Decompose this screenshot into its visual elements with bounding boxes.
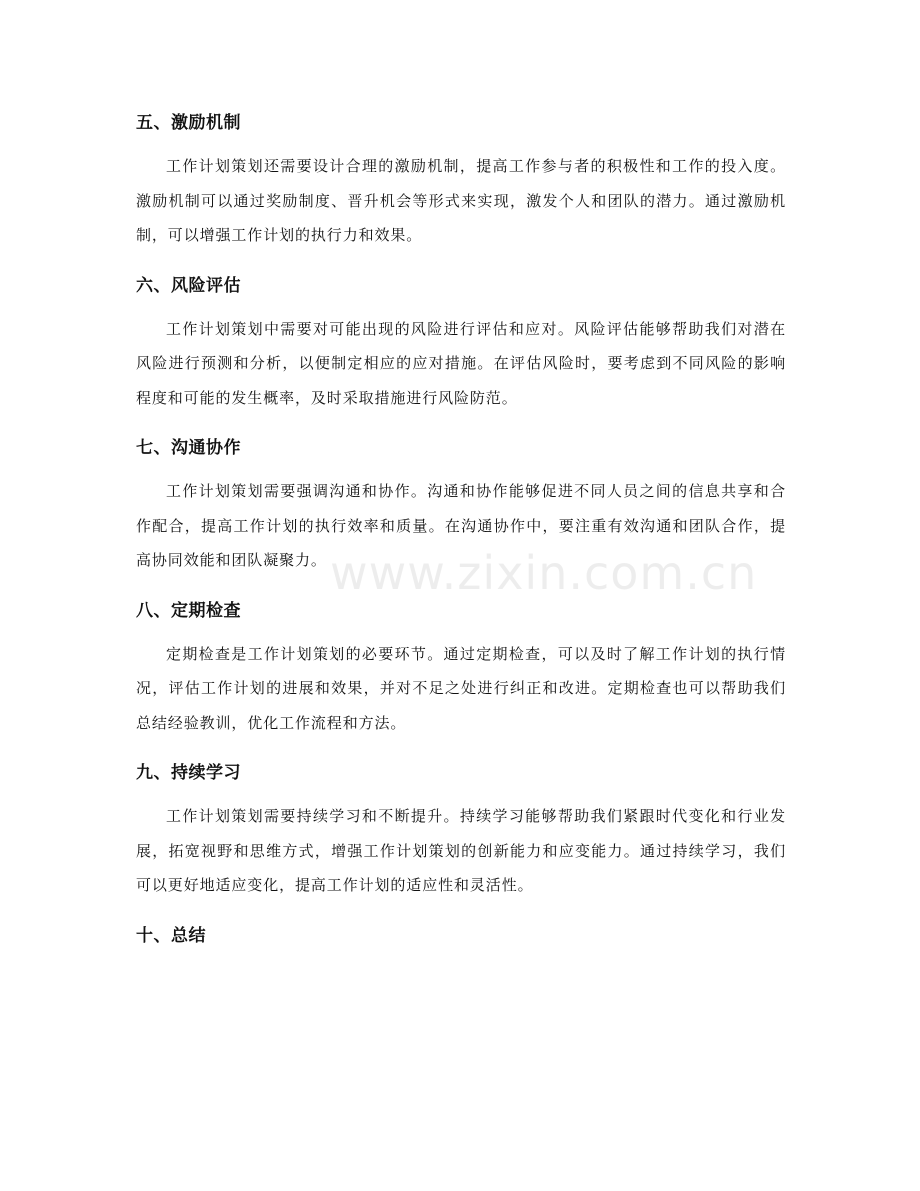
section-communication xyxy=(136,429,786,578)
section-incentive xyxy=(136,104,786,253)
section-heading: 六、风险评估 xyxy=(136,275,241,296)
section-paragraph: 工作计划策划还需要设计合理的激励机制，提高工作参与者的积极性和工作的投入度。激励机制可以通过奖励制度、晋升机会等形式来实现，激发个人和团队的潜力。通过激励机制，可以增强工作计划的执行力和效果。 xyxy=(136,157,786,244)
document-body xyxy=(136,104,786,962)
section-risk xyxy=(136,267,786,416)
section-paragraph: 工作计划策划需要持续学习和不断提升。持续学习能够帮助我们紧跟时代变化和行业发展，拓宽视野和思维方式，增强工作计划策划的创新能力和应变能力。通过持续学习，我们可以更好地适应变化，提高工作计划的适应性和灵活性。 xyxy=(136,807,786,894)
section-heading: 九、持续学习 xyxy=(136,763,241,783)
section-heading: 八、定期检查 xyxy=(136,600,241,621)
section-paragraph: 定期检查是工作计划策划的必要环节。通过定期检查，可以及时了解工作计划的执行情况，评估工作计划的进展和效果，并对不足之处进行纠正和改进。定期检查也可以帮助我们总结经验教训，优化工作流程和方法。 xyxy=(136,644,786,732)
section-heading: 十、总结 xyxy=(136,925,206,946)
watermark: www.zixin.com.cn xyxy=(330,546,758,600)
section-review xyxy=(136,592,786,741)
section-paragraph: 工作计划策划中需要对可能出现的风险进行评估和应对。风险评估能够帮助我们对潜在风险进行预测和分析，以便制定相应的应对措施。在评估风险时，要考虑到不同风险的影响程度和可能的发生概率，及时采取措施进行风险防范。 xyxy=(136,319,786,407)
section-summary xyxy=(136,917,786,955)
section-heading: 五、激励机制 xyxy=(136,113,241,133)
section-heading: 七、沟通协作 xyxy=(136,438,241,458)
section-paragraph: 工作计划策划需要强调沟通和协作。沟通和协作能够促进不同人员之间的信息共享和合作配合，提高工作计划的执行效率和质量。在沟通协作中，要注重有效沟通和团队合作，提高协同效能和团队凝聚力。 xyxy=(136,482,786,569)
section-learning xyxy=(136,754,786,903)
